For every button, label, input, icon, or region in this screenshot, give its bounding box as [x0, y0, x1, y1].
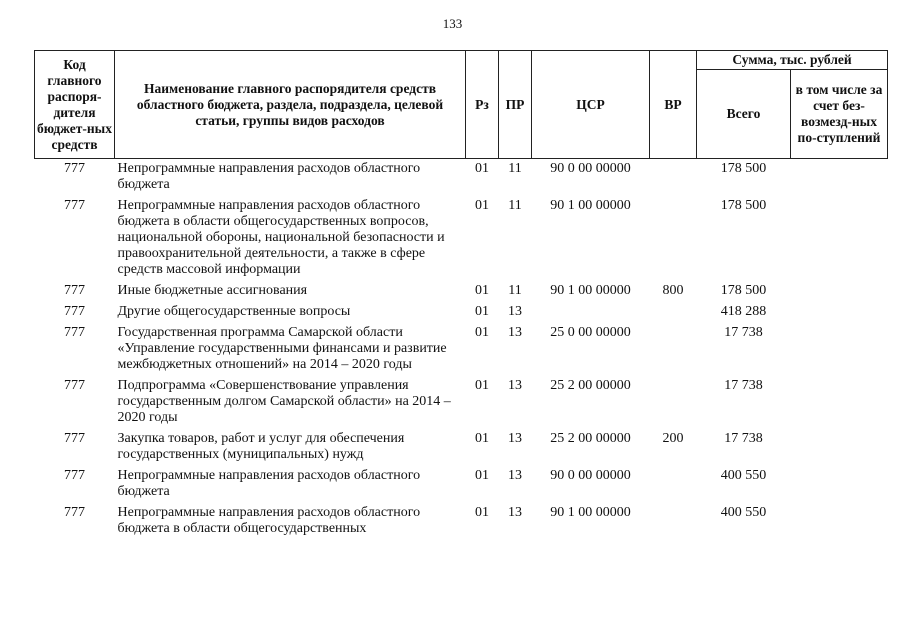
table-body: [35, 159, 888, 541]
cell-rz: 01: [475, 198, 489, 213]
cell-vr: [650, 503, 697, 540]
cell-name: Непрограммные направления расходов областного бюджета: [117, 468, 421, 499]
cell-gratuitous: [791, 429, 888, 466]
cell-name: Государственная программа Самарской области «Управление государственными финансами и развитие межбюджетных отношений» на 2014 – 2020 годы: [117, 325, 447, 372]
cell-total: 17 738: [724, 431, 763, 446]
cell-csr: 90 1 00 00000: [550, 283, 631, 298]
cell-code: 777: [64, 161, 85, 176]
cell-rz: 01: [475, 378, 489, 393]
cell-rz: 01: [475, 325, 489, 340]
cell-code: 777: [64, 468, 85, 483]
cell-csr: 90 1 00 00000: [550, 505, 631, 520]
cell-csr: 90 0 00 00000: [550, 468, 631, 483]
cell-vr: [650, 302, 697, 323]
cell-csr: 25 2 00 00000: [550, 431, 631, 446]
cell-csr: 25 2 00 00000: [550, 378, 631, 393]
table-row: [35, 196, 888, 281]
cell-vr: 800: [662, 283, 684, 298]
cell-csr: [532, 302, 650, 323]
cell-vr: 200: [662, 431, 684, 446]
header-sum: Сумма, тыс. рублей: [697, 51, 888, 70]
cell-total: 178 500: [720, 283, 767, 298]
header-total: Всего: [697, 70, 791, 159]
table-row: [35, 281, 888, 302]
cell-name: Другие общегосударственные вопросы: [117, 304, 351, 319]
cell-pr: 13: [508, 431, 522, 446]
cell-pr: 13: [508, 325, 522, 340]
cell-gratuitous: [791, 281, 888, 302]
page-number: 133: [442, 16, 463, 31]
cell-vr: [650, 466, 697, 503]
table-row: [35, 323, 888, 376]
header-pr: ПР: [499, 51, 532, 159]
cell-gratuitous: [791, 323, 888, 376]
cell-name: Подпрограмма «Совершенствование управления государственным долгом Самарской области» на 2014 – 2020 годы: [117, 378, 451, 425]
cell-rz: 01: [475, 468, 489, 483]
budget-table: [34, 50, 888, 540]
cell-pr: 13: [508, 468, 522, 483]
cell-pr: 11: [508, 283, 522, 298]
cell-code: 777: [64, 325, 85, 340]
cell-vr: [650, 196, 697, 281]
cell-name: Иные бюджетные ассигнования: [117, 283, 308, 298]
cell-rz: 01: [475, 283, 489, 298]
table-row: [35, 466, 888, 503]
cell-code: 777: [64, 283, 85, 298]
cell-rz: 01: [475, 161, 489, 176]
cell-pr: 11: [508, 161, 522, 176]
header-gratuitous: в том числе за счет без-возмезд-ных по-ступлений: [791, 70, 888, 159]
cell-total: 178 500: [720, 161, 767, 176]
cell-csr: 90 1 00 00000: [550, 198, 631, 213]
header-name: Наименование главного распорядителя средств областного бюджета, раздела, подраздела, целевой статьи, группы видов расходов: [115, 51, 466, 159]
cell-total: 17 738: [724, 325, 763, 340]
table-row: [35, 376, 888, 429]
cell-name: Непрограммные направления расходов областного бюджета: [117, 161, 421, 192]
cell-total: 418 288: [720, 304, 767, 319]
cell-pr: 13: [508, 378, 522, 393]
table-row: [35, 429, 888, 466]
cell-name: Закупка товаров, работ и услуг для обеспечения государственных (муниципальных) нужд: [117, 431, 405, 462]
cell-code: 777: [64, 198, 85, 213]
table-header: [35, 51, 888, 159]
cell-gratuitous: [791, 159, 888, 197]
cell-name: Непрограммные направления расходов областного бюджета в области общегосударственных вопросов, национальной обороны, национальной безопасности и правоохранительной деятельности, а также в сфере средств массовой информации: [117, 198, 445, 277]
cell-csr: 90 0 00 00000: [550, 161, 631, 176]
cell-total: 17 738: [724, 378, 763, 393]
cell-gratuitous: [791, 466, 888, 503]
cell-rz: 01: [475, 505, 489, 520]
table-row: [35, 302, 888, 323]
table-row: [35, 159, 888, 197]
cell-rz: 01: [475, 304, 489, 319]
cell-total: 400 550: [720, 505, 767, 520]
cell-pr: 11: [508, 198, 522, 213]
cell-total: 178 500: [720, 198, 767, 213]
cell-total: 400 550: [720, 468, 767, 483]
header-csr: ЦСР: [532, 51, 650, 159]
table-row: [35, 503, 888, 540]
cell-code: 777: [64, 505, 85, 520]
cell-vr: [650, 159, 697, 197]
header-rz: Рз: [466, 51, 499, 159]
cell-gratuitous: [791, 376, 888, 429]
cell-pr: 13: [508, 505, 522, 520]
cell-pr: 13: [508, 304, 522, 319]
cell-name: Непрограммные направления расходов областного бюджета в области общегосударственных: [117, 505, 421, 536]
cell-rz: 01: [475, 431, 489, 446]
cell-code: 777: [64, 378, 85, 393]
cell-vr: [650, 376, 697, 429]
cell-code: 777: [64, 304, 85, 319]
header-code: Код главного распоря-дителя бюджет-ных средств: [35, 51, 115, 159]
cell-code: 777: [64, 431, 85, 446]
cell-gratuitous: [791, 196, 888, 281]
cell-csr: 25 0 00 00000: [550, 325, 631, 340]
cell-gratuitous: [791, 302, 888, 323]
header-vr: ВР: [650, 51, 697, 159]
cell-gratuitous: [791, 503, 888, 540]
cell-vr: [650, 323, 697, 376]
